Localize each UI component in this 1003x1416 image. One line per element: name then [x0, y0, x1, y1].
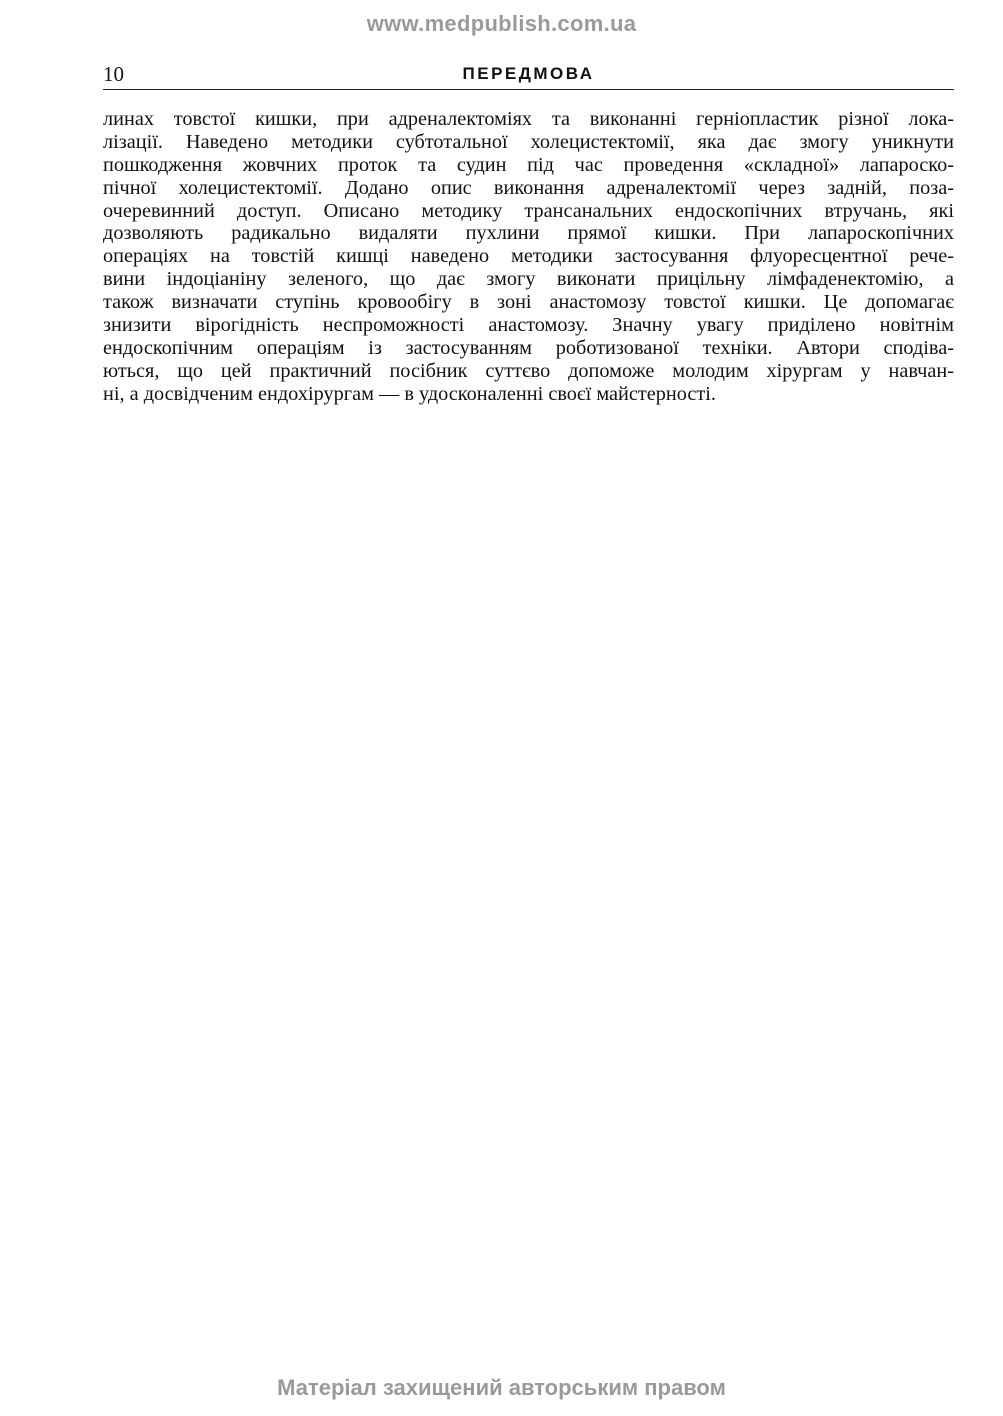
text-line: лізації. Наведено методики субтотальної холецистектомії, яка дає змогу уникнути — [103, 130, 954, 153]
text-line: очеревинний доступ. Описано методику трансанальних ендоскопічних втручань, які — [103, 199, 954, 222]
running-head — [103, 61, 954, 90]
text-line: ні, а досвідченим ендохірургам — в удосконаленні своєї майстерності. — [103, 382, 716, 405]
text-line: пошкодження жовчних проток та судин під час проведення «складної» лапароско- — [103, 153, 954, 176]
text-line: також визначати ступінь кровообігу в зоні анастомозу товстої кишки. Це допомагає — [103, 291, 954, 314]
text-line: вини індоціаніну зеленого, що дає змогу виконати прицільну лімфаденектомію, а — [103, 268, 954, 291]
text-line: пічної холецистектомії. Додано опис виконання адреналектомії через задній, поза- — [103, 176, 954, 199]
body-paragraph — [103, 108, 954, 406]
text-line: ються, що цей практичний посібник суттєво допоможе молодим хірургам у навчан- — [103, 359, 954, 382]
text-line: операціях на товстій кишці наведено методики застосування флуоресцентної рече- — [103, 245, 954, 268]
watermark-top: www.medpublish.com.ua — [366, 11, 637, 36]
text-line: дозволяють радикально видаляти пухлини прямої кишки. При лапароскопічних — [103, 222, 954, 245]
text-line: линах товстої кишки, при адреналектоміях та виконанні герніопластик різної лока- — [103, 108, 954, 130]
page-number: 10 — [103, 62, 124, 86]
text-line: ендоскопічним операціям із застосуванням роботизованої техніки. Автори сподіва- — [103, 336, 954, 359]
watermark-bottom: Матеріал захищений авторським правом — [277, 1375, 726, 1400]
section-title: ПЕРЕДМОВА — [462, 64, 595, 83]
text-line: знизити вірогідність неспроможності анастомозу. Значну увагу приділено новітнім — [103, 314, 954, 337]
